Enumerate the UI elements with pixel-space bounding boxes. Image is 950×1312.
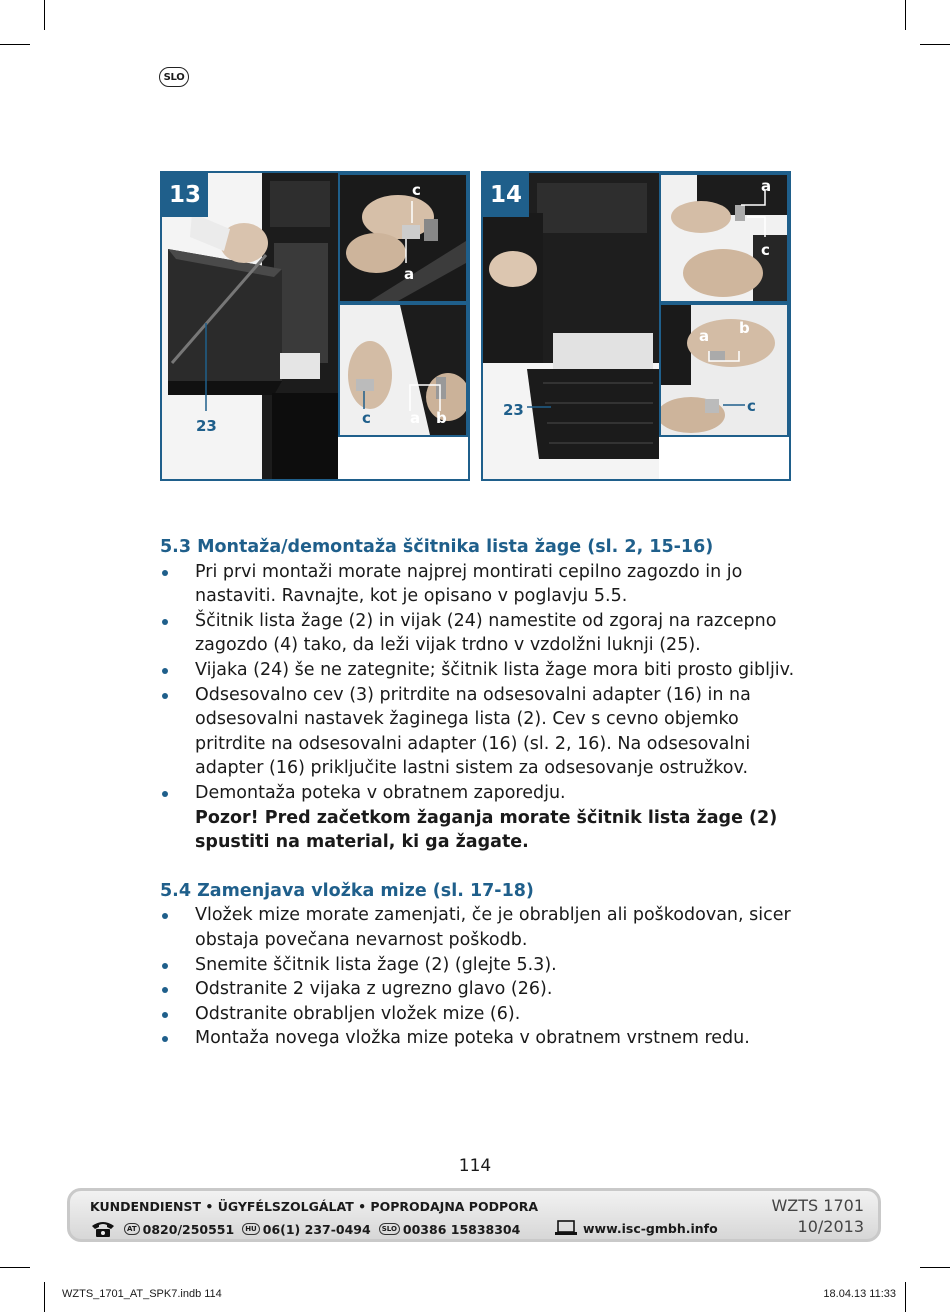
figure-14	[481, 171, 791, 481]
label-23: 23	[503, 401, 524, 419]
figure-number: 14	[483, 173, 529, 217]
instructions	[160, 535, 800, 1051]
crop-mark	[44, 1282, 45, 1312]
phone-number: 00386 15838304	[402, 1221, 521, 1237]
list-item: Ščitnik lista žage (2) in vijak (24) namestite od zgoraj na razcepno zagozdo (4) tako, da leži vijak trdno v vzdolžni luknji (25).	[160, 609, 800, 658]
warning-text: Pozor! Pred začetkom žaganja morate ščitnik lista žage (2) spustiti na material, ki ga žagate.	[195, 807, 778, 853]
list-item: Vijaka (24) še ne zategnite; ščitnik lista žage mora biti prosto gibljiv.	[160, 658, 800, 683]
list-item: Odstranite obrabljen vložek mize (6).	[160, 1002, 800, 1027]
label-c: c	[412, 181, 421, 199]
laptop-icon	[554, 1220, 578, 1236]
saw-table-photo	[162, 173, 338, 479]
crop-mark	[0, 1267, 30, 1268]
print-timestamp: 18.04.13 11:33	[823, 1288, 896, 1300]
model-date: 10/2013	[797, 1217, 864, 1236]
figure-13	[160, 171, 470, 481]
service-footer	[67, 1188, 881, 1242]
page-number: 114	[458, 1156, 492, 1176]
phone-list	[90, 1220, 520, 1238]
inset-bottom-photo	[340, 305, 466, 435]
list-item: Snemite ščitnik lista žage (2) (glejte 5.3).	[160, 953, 800, 978]
list-item: Montaža novega vložka mize poteka v obratnem vrstnem redu.	[160, 1026, 800, 1051]
country-code-slo: SLO	[379, 1223, 400, 1235]
label-a: a	[404, 265, 415, 283]
list-item: Demontaža poteka v obratnem zaporedju.	[160, 781, 800, 806]
phone-number: 06(1) 237-0494	[262, 1221, 371, 1237]
section-heading: 5.3 Montaža/demontaža ščitnika lista žage (sl. 2, 15-16)	[160, 537, 714, 557]
website-link[interactable]: www.isc-gmbh.info	[583, 1220, 718, 1236]
language-badge: SLO	[159, 67, 189, 87]
country-code-hu: HU	[242, 1223, 260, 1235]
label-c: c	[747, 397, 756, 415]
crop-mark	[920, 44, 950, 45]
list-item: Odstranite 2 vijaka z ugrezno glavo (26).	[160, 977, 800, 1002]
telephone-icon	[90, 1220, 116, 1238]
model-name: WZTS 1701	[771, 1196, 864, 1215]
inset-bottom	[338, 303, 468, 437]
website	[554, 1220, 718, 1236]
bullet-list	[160, 903, 800, 1051]
crop-mark	[905, 0, 906, 30]
list-item: Pri prvi montaži morate najprej montirati cepilno zagozdo in jo nastaviti. Ravnajte, kot je opisano v poglavju 5.5.	[160, 560, 800, 609]
saw-table-photo	[483, 173, 659, 479]
crop-mark	[44, 0, 45, 30]
crop-mark	[920, 1267, 950, 1268]
label-c: c	[761, 241, 770, 259]
crop-mark	[0, 44, 30, 45]
inset-top-photo	[340, 175, 466, 301]
bullet-list	[160, 560, 800, 806]
inset-top	[338, 173, 468, 303]
service-title: KUNDENDIENST • ÜGYFÉLSZOLGÁLAT • POPRODAJNA PODPORA	[90, 1199, 539, 1214]
section-heading: 5.4 Zamenjava vložka mize (sl. 17-18)	[160, 880, 534, 901]
label-a: a	[761, 177, 772, 195]
list-item: Vložek mize morate zamenjati, če je obrabljen ali poškodovan, sicer obstaja povečana nevarnost poškodb.	[160, 903, 800, 952]
phone-number: 0820/250551	[142, 1221, 235, 1237]
label-a: a	[410, 409, 421, 427]
label-b: b	[739, 319, 750, 337]
file-slug: WZTS_1701_AT_SPK7.indb 114	[62, 1288, 222, 1300]
label-23: 23	[196, 417, 217, 435]
label-a: a	[699, 327, 710, 345]
model-info	[771, 1195, 864, 1237]
country-code-at: AT	[124, 1223, 140, 1235]
figure-number: 13	[162, 173, 208, 217]
label-c: c	[362, 409, 371, 427]
inset-bottom	[659, 303, 789, 437]
label-b: b	[436, 409, 447, 427]
crop-mark	[905, 1282, 906, 1312]
inset-top	[659, 173, 789, 303]
inset-bottom-photo	[661, 305, 787, 435]
list-item: Odsesovalno cev (3) pritrdite na odsesovalni adapter (16) in na odsesovalni nastavek žaginega lista (2). Cev s cevno objemko pritrdite na odsesovalni adapter (16) (sl. 2, 16). Na odsesovalni adapter (16) priključite lastni sistem za odsesovanje ostružkov.	[160, 683, 800, 781]
